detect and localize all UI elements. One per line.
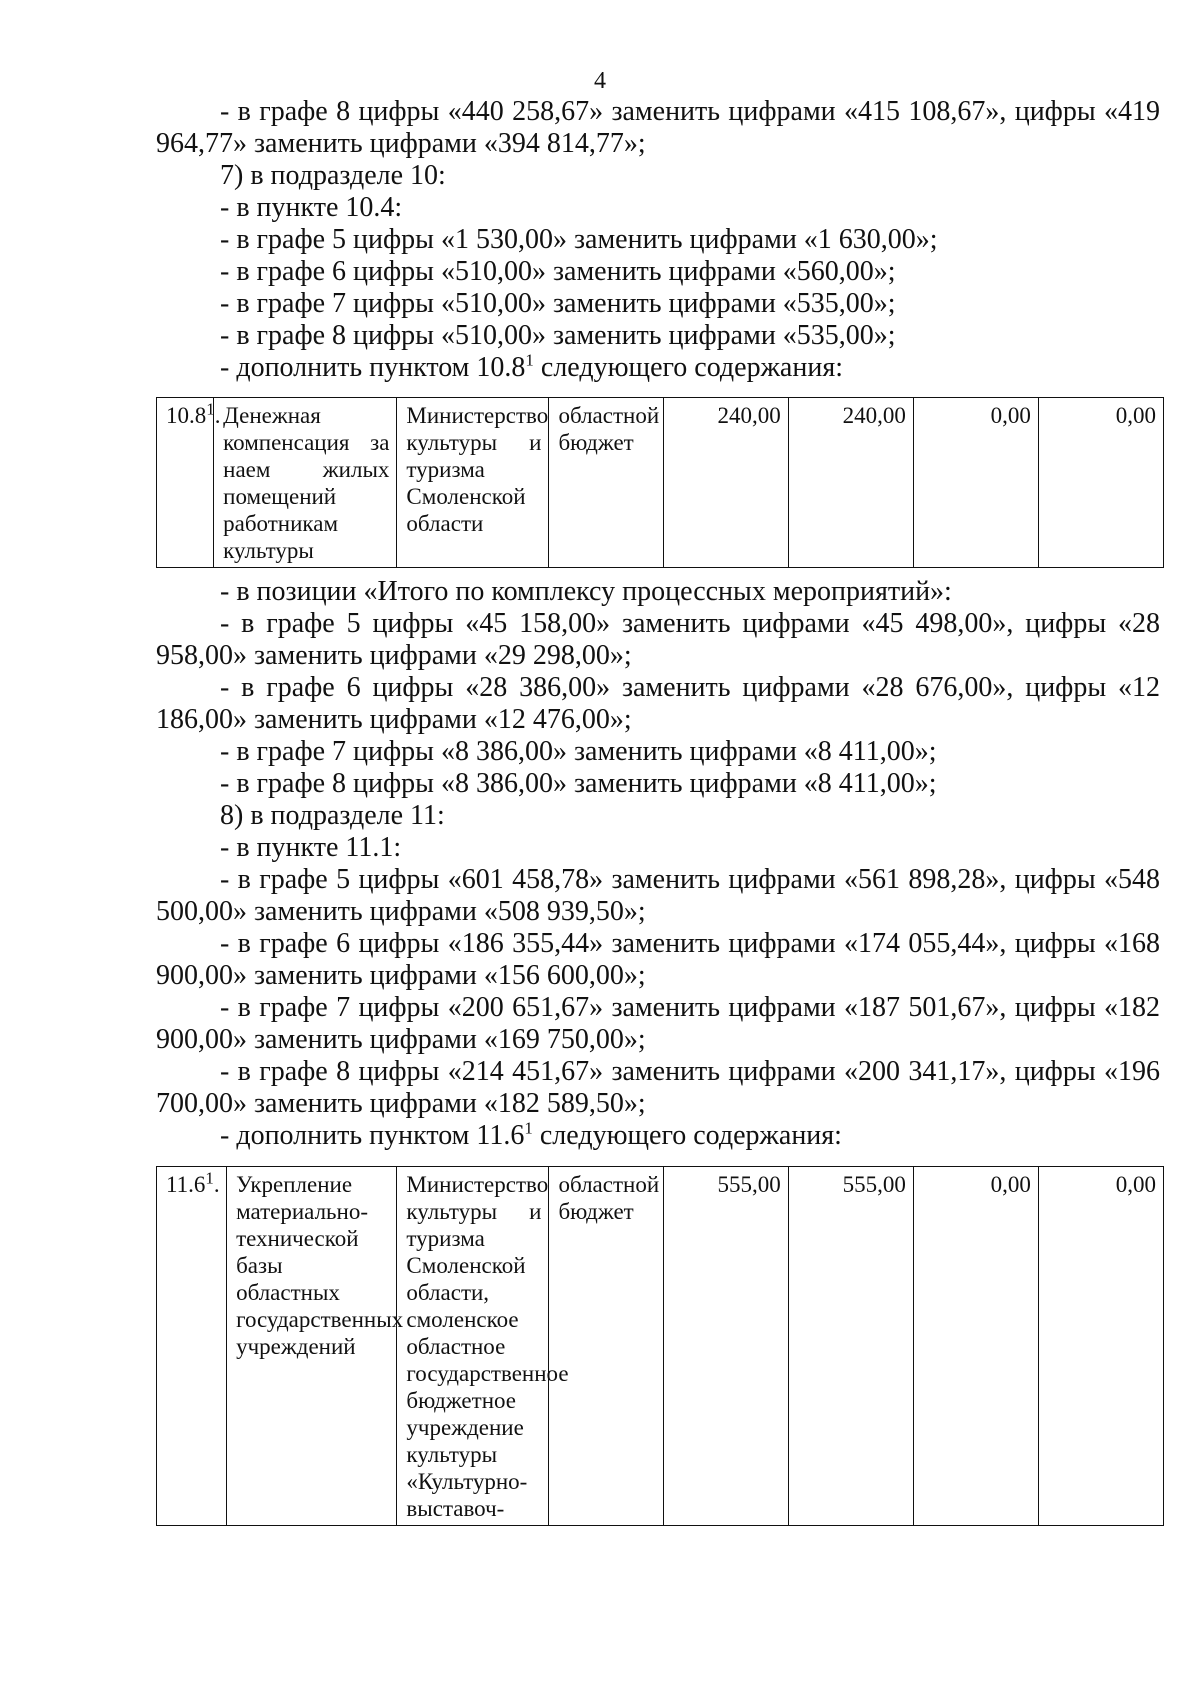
value-col8-cell: 0,00: [1038, 1167, 1163, 1526]
value-col7-cell: 0,00: [913, 398, 1038, 568]
amendment-line: - в графе 5 цифры «601 458,78» заменить цифрами «561 898,28», цифры «548 500,00» заменить цифрами «508 939,50»;: [156, 864, 1160, 927]
amendment-line: - в графе 7 цифры «8 386,00» заменить цифрами «8 411,00»;: [220, 736, 937, 767]
amendment-line: - в пункте 11.1:: [220, 832, 402, 863]
superscript: 1: [524, 1118, 533, 1138]
table-row: [157, 1167, 1164, 1526]
amendment-line: - в графе 8 цифры «510,00» заменить цифрами «535,00»;: [220, 320, 896, 351]
amendment-line: - в графе 7 цифры «200 651,67» заменить цифрами «187 501,67», цифры «182 900,00» заменить цифрами «169 750,00»;: [156, 992, 1160, 1055]
value-col6-cell: 240,00: [788, 398, 913, 568]
item-name-cell: Укрепление материально-технической базы областных государственных учреждений: [227, 1167, 397, 1526]
amendment-line: - в графе 5 цифры «45 158,00» заменить цифрами «45 498,00», цифры «28 958,00» заменить цифрами «29 298,00»;: [156, 608, 1160, 671]
add-item-text: следующего содержания:: [533, 352, 843, 383]
add-item-text: следующего содержания:: [532, 1120, 842, 1151]
value-col6-cell: 555,00: [788, 1167, 913, 1526]
amendment-line: - в графе 8 цифры «214 451,67» заменить цифрами «200 341,17», цифры «196 700,00» заменить цифрами «182 589,50»;: [156, 1056, 1160, 1119]
value-col5-cell: 555,00: [663, 1167, 788, 1526]
table-row: [157, 398, 1164, 568]
item-number-cell: 10.8$^1$.: [157, 398, 214, 568]
amendment-line: - в графе 8 цифры «8 386,00» заменить цифрами «8 411,00»;: [220, 768, 937, 799]
add-item-line: [156, 352, 1160, 384]
superscript: 1: [525, 350, 534, 370]
amendment-line: - в графе 6 цифры «510,00» заменить цифрами «560,00»;: [220, 256, 896, 287]
value-col7-cell: 0,00: [913, 1167, 1038, 1526]
amendment-line: - в графе 5 цифры «1 530,00» заменить цифрами «1 630,00»;: [220, 224, 938, 255]
amendment-line: - в пункте 10.4:: [220, 192, 403, 223]
table-item-11-6: [156, 1166, 1164, 1526]
page-number: 4: [594, 68, 606, 94]
amendment-line: - в позиции «Итого по комплексу процессных мероприятий»:: [220, 576, 952, 607]
document-body: [156, 96, 1160, 1534]
source-cell: областной бюджет: [549, 1167, 663, 1526]
amendment-line: - в графе 6 цифры «186 355,44» заменить цифрами «174 055,44», цифры «168 900,00» заменить цифрами «156 600,00»;: [156, 928, 1160, 991]
amendment-line: - в графе 7 цифры «510,00» заменить цифрами «535,00»;: [220, 288, 896, 319]
item-name-cell: Денежная компенсация за наем жилых помещений работникам культуры: [214, 398, 397, 568]
add-item-text: - дополнить пунктом 10.8: [220, 352, 526, 383]
amendment-line: - в графе 6 цифры «28 386,00» заменить цифрами «28 676,00», цифры «12 186,00» заменить цифрами «12 476,00»;: [156, 672, 1160, 735]
amendment-line: 7) в подразделе 10:: [220, 160, 446, 191]
value-col5-cell: 240,00: [663, 398, 788, 568]
executor-cell: Министерство культуры и туризма Смоленской области, смоленское областное государственное бюджетное учреждение культуры «Культурно-выставоч-: [397, 1167, 549, 1526]
item-number-cell: 11.6$^1$.: [157, 1167, 227, 1526]
add-item-text: - дополнить пунктом 11.6: [220, 1120, 525, 1151]
source-cell: областной бюджет: [549, 398, 663, 568]
add-item-line: [156, 1120, 1160, 1152]
executor-cell: Министерство культуры и туризма Смоленской области: [397, 398, 549, 568]
amendment-line: 8) в подразделе 11:: [220, 800, 445, 831]
amendment-line: - в графе 8 цифры «440 258,67» заменить цифрами «415 108,67», цифры «419 964,77» заменить цифрами «394 814,77»;: [156, 96, 1160, 159]
value-col8-cell: 0,00: [1038, 398, 1163, 568]
table-item-10-8: [156, 397, 1164, 568]
